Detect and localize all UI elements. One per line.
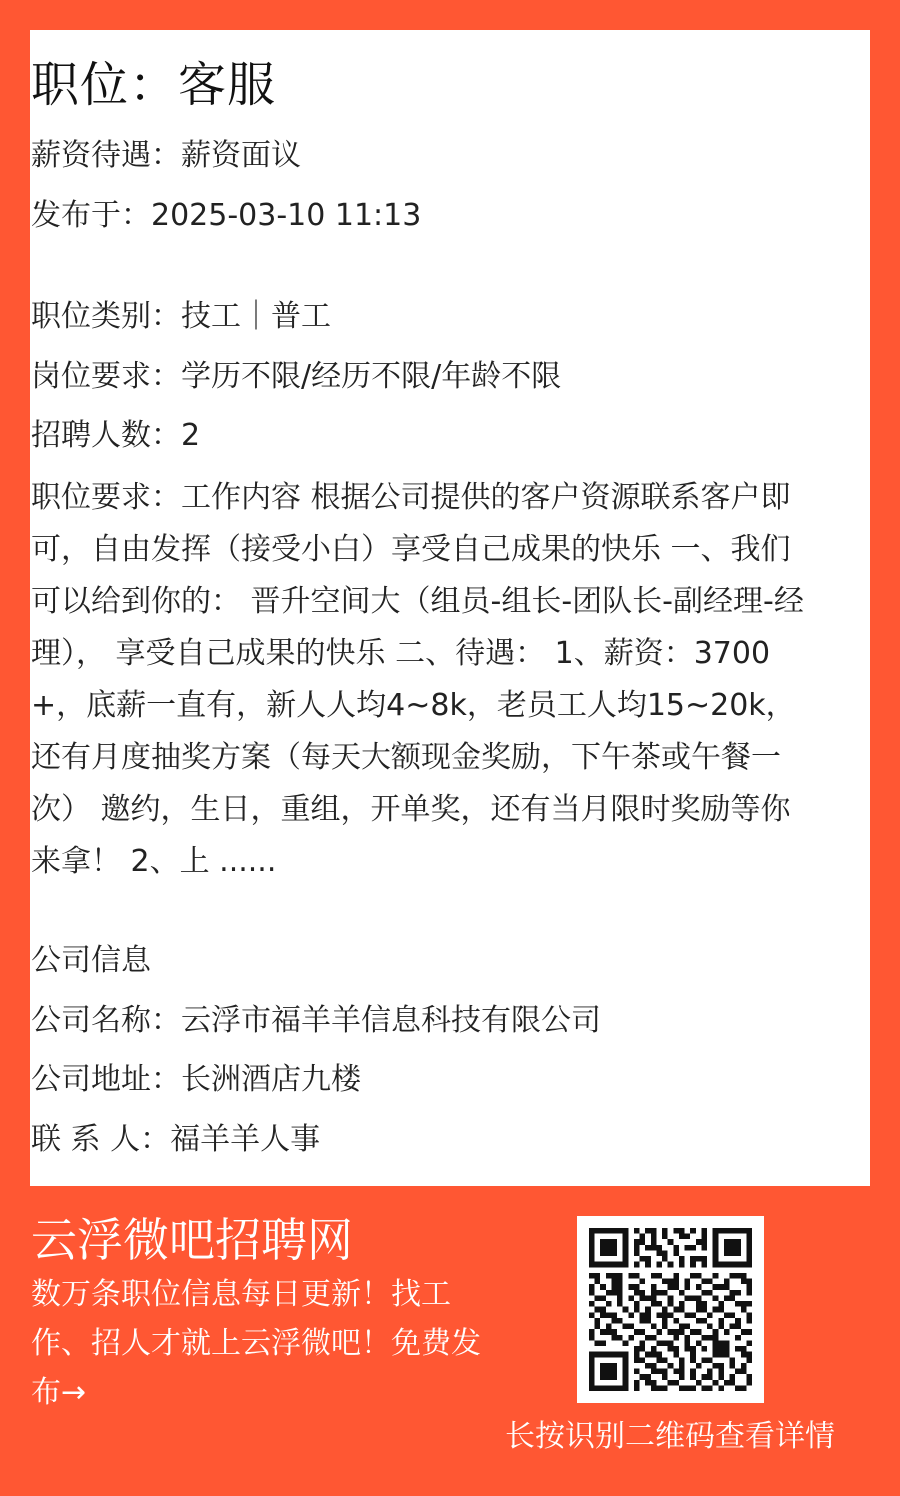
- company-address: 公司地址：长洲酒店九楼: [31, 1062, 361, 1097]
- headcount: 招聘人数：2: [31, 418, 201, 453]
- salary-text: 薪资待遇：薪资面议: [31, 138, 301, 173]
- job-category: 职位类别：技工｜普工: [31, 299, 331, 334]
- published-time: 发布于：2025-03-10 11:13: [31, 198, 422, 233]
- qr-code-icon[interactable]: [577, 1216, 764, 1403]
- site-name: 云浮微吧招聘网: [31, 1213, 353, 1267]
- job-description: 职位要求：工作内容 根据公司提供的客户资源联系客户即可，自由发挥（接受小白）享受自己成果的快乐 一、我们可以给到你的： 晋升空间大（组员-组长-团队长-副经理-经理）， 享受自己成果的快乐 二、待遇： 1、薪资：3700+，底薪一直有，新人人均4~8k，老员工人均15~20k，还有月度抽奖方案（每天大额现金奖励，下午茶或午餐一次） 邀约，生日，重组，开单奖，还有当月限时奖励等你来拿！ 2、上 ......: [31, 480, 804, 879]
- site-slogan[interactable]: 数万条职位信息每日更新！找工作、招人才就上云浮微吧！免费发布→: [31, 1277, 481, 1410]
- qr-caption: 长按识别二维码查看详情: [505, 1419, 835, 1454]
- company-section-title: 公司信息: [31, 943, 151, 978]
- contact-person: 联 系 人：福羊羊人事: [31, 1122, 321, 1157]
- qr-code-graphic: [589, 1228, 752, 1391]
- company-name: 公司名称：云浮市福羊羊信息科技有限公司: [31, 1003, 601, 1038]
- job-requirements: 岗位要求：学历不限/经历不限/年龄不限: [31, 359, 562, 394]
- job-title: 职位：客服: [31, 57, 277, 113]
